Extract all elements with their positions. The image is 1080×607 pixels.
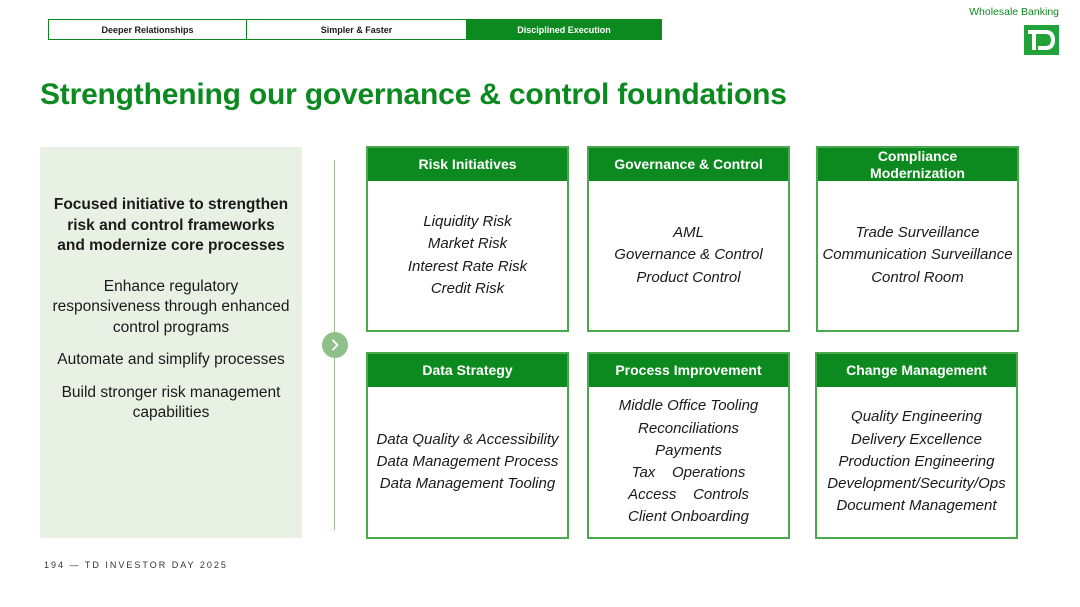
- card-title: Change Management: [817, 354, 1016, 387]
- card-compliance-modernization: [816, 146, 1019, 332]
- panel-point: Enhance regulatory responsiveness through enhanced control programs: [52, 277, 290, 336]
- card-item: Liquidity Risk: [423, 213, 512, 231]
- card-item: Access Controls: [628, 486, 749, 504]
- td-logo: [1024, 25, 1059, 55]
- card-item: Client Onboarding: [628, 508, 749, 526]
- division-label: Wholesale Banking: [969, 6, 1059, 18]
- page-title: Strengthening our governance & control foundations: [40, 78, 787, 111]
- tab-simpler-faster: Simpler & Faster: [247, 20, 467, 39]
- chevron-right-icon: [322, 332, 348, 358]
- panel-point: Automate and simplify processes: [57, 351, 285, 368]
- card-item: AML: [673, 224, 704, 242]
- card-title: Data Strategy: [368, 354, 567, 387]
- page-footer: 194 — TD INVESTOR DAY 2025: [44, 560, 228, 570]
- card-body: [589, 181, 788, 330]
- card-title: Process Improvement: [589, 354, 788, 387]
- card-title: Risk Initiatives: [368, 148, 567, 181]
- card-title: Governance & Control: [589, 148, 788, 181]
- card-risk-initiatives: [366, 146, 569, 332]
- card-body: [368, 181, 567, 330]
- card-item: Communication Surveillance: [822, 246, 1013, 264]
- panel-point: Build stronger risk management capabilities: [61, 383, 281, 421]
- card-change-management: [815, 352, 1018, 539]
- card-item: Trade Surveillance: [855, 224, 980, 242]
- panel-lead-text: Focused initiative to strengthen risk and control frameworks and modernize core processes: [53, 196, 289, 254]
- card-item: Tax Operations: [631, 464, 746, 481]
- card-item: Data Quality & Accessibility: [376, 430, 559, 448]
- section-tab-bar: [48, 19, 662, 40]
- card-governance-control: [587, 146, 790, 332]
- initiative-summary-panel: [40, 147, 302, 538]
- card-item: Middle Office Tooling: [618, 397, 759, 415]
- card-item: Delivery Excellence: [851, 430, 982, 448]
- card-item: Governance & Control: [614, 246, 763, 264]
- card-item: Development/Security/Ops: [827, 475, 1006, 493]
- card-item: Data Management Tooling: [379, 475, 556, 493]
- tab-disciplined-execution: Disciplined Execution: [467, 20, 661, 39]
- card-data-strategy: [366, 352, 569, 539]
- card-title: Compliance Modernization: [818, 148, 1017, 181]
- tab-deeper-relationships: Deeper Relationships: [49, 20, 247, 39]
- card-item: Production Engineering: [838, 452, 995, 470]
- card-process-improvement: [587, 352, 790, 539]
- card-item: Credit Risk: [430, 279, 505, 297]
- card-item: Reconciliations: [638, 419, 739, 437]
- card-body: [818, 181, 1017, 330]
- card-item: Control Room: [871, 268, 964, 286]
- card-item: Product Control: [636, 268, 741, 286]
- card-item: Data Management Process: [376, 452, 559, 470]
- card-body: [589, 387, 788, 537]
- card-body: [817, 387, 1016, 537]
- card-item: Document Management: [836, 497, 997, 515]
- card-item: Quality Engineering: [851, 408, 982, 426]
- card-body: [368, 387, 567, 537]
- card-item: Interest Rate Risk: [407, 257, 528, 275]
- card-item: Market Risk: [427, 235, 508, 253]
- card-item: Payments: [655, 441, 722, 459]
